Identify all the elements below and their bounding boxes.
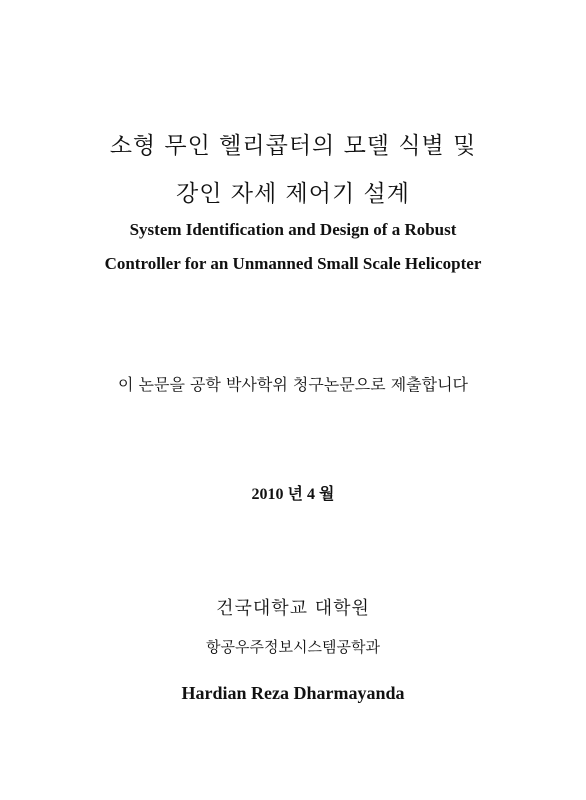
author-name: Hardian Reza Dharmayanda	[181, 683, 405, 703]
english-title-line-1: System Identification and Design of a Robust	[129, 220, 457, 239]
submission-date: 2010 년 4 월	[251, 486, 335, 503]
english-title-line-2: Controller for an Unmanned Small Scale Helicopter	[104, 254, 482, 273]
submission-statement: 이 논문을 공학 박사학위 청구논문으로 제출합니다	[117, 375, 468, 394]
department-name: 항공우주정보시스템공학과	[206, 638, 380, 656]
korean-title-line-2: 강인 자세 제어기 설계	[176, 181, 410, 207]
university-name: 건국대학교 대학원	[216, 598, 370, 619]
korean-title-line-1: 소형 무인 헬리콥터의 모델 식별 및	[109, 133, 477, 159]
